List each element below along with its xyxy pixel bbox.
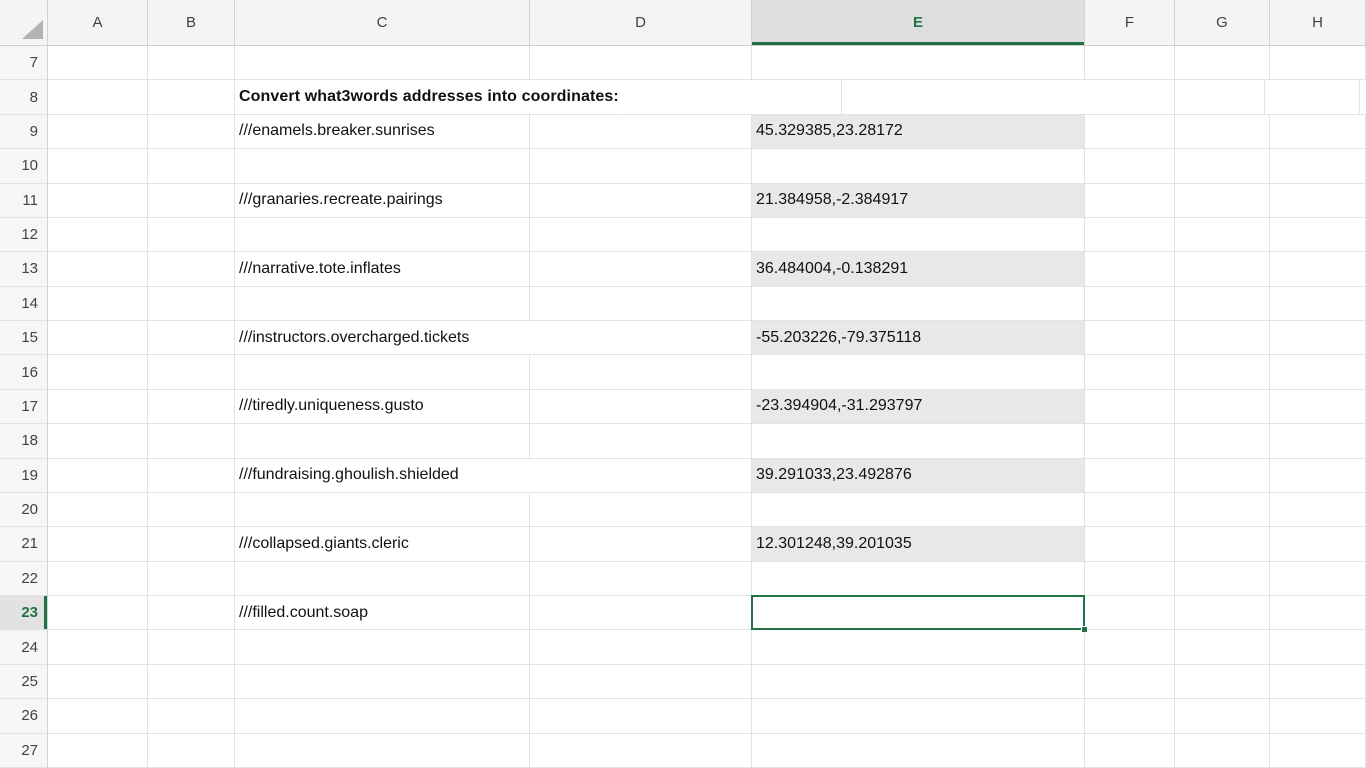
cell-B26[interactable]: [148, 699, 235, 733]
cell-E14[interactable]: [752, 287, 1085, 321]
row-header-11[interactable]: 11: [0, 184, 48, 218]
cell-D15[interactable]: [530, 321, 752, 355]
cell-H23[interactable]: [1270, 596, 1366, 630]
cell-B24[interactable]: [148, 630, 235, 664]
cell-G22[interactable]: [1175, 562, 1270, 596]
coordinates-value: -23.394904,-31.293797: [756, 397, 923, 415]
column-header-G[interactable]: G: [1175, 0, 1270, 46]
grid-row-7: [0, 46, 1366, 80]
cell-D23[interactable]: [530, 596, 752, 630]
cell-A27[interactable]: [48, 734, 148, 768]
column-header-E[interactable]: E: [752, 0, 1085, 46]
cell-D9[interactable]: [530, 115, 752, 149]
cell-E15[interactable]: [752, 321, 1085, 355]
grid-row-20: [0, 493, 1366, 527]
cell-A10[interactable]: [48, 149, 148, 183]
cell-E9[interactable]: [752, 115, 1085, 149]
cell-C10[interactable]: [235, 149, 530, 183]
cell-H17[interactable]: [1270, 390, 1366, 424]
row-header-12[interactable]: 12: [0, 218, 48, 252]
cell-E7[interactable]: [752, 46, 1085, 80]
cell-A14[interactable]: [48, 287, 148, 321]
cell-G7[interactable]: [1175, 46, 1270, 80]
cell-B13[interactable]: [148, 252, 235, 286]
column-header-C[interactable]: C: [235, 0, 530, 46]
cell-G12[interactable]: [1175, 218, 1270, 252]
cell-A8[interactable]: [48, 80, 148, 114]
cell-G9[interactable]: [1175, 115, 1270, 149]
cell-B20[interactable]: [148, 493, 235, 527]
cell-C16[interactable]: [235, 355, 530, 389]
grid-row-13: [0, 252, 1366, 286]
what3words-address: ///instructors.overcharged.tickets: [239, 328, 470, 346]
cell-G13[interactable]: [1175, 252, 1270, 286]
cell-A16[interactable]: [48, 355, 148, 389]
cell-A13[interactable]: [48, 252, 148, 286]
row-header-8[interactable]: 8: [0, 80, 48, 114]
cell-E18[interactable]: [752, 424, 1085, 458]
cell-F18[interactable]: [1085, 424, 1175, 458]
cell-F20[interactable]: [1085, 493, 1175, 527]
column-header-A[interactable]: A: [48, 0, 148, 46]
cell-E8[interactable]: [842, 80, 1175, 114]
cell-C27[interactable]: [235, 734, 530, 768]
column-header-D[interactable]: D: [530, 0, 752, 46]
cell-H16[interactable]: [1270, 355, 1366, 389]
cell-H24[interactable]: [1270, 630, 1366, 664]
cell-B18[interactable]: [148, 424, 235, 458]
cell-G14[interactable]: [1175, 287, 1270, 321]
grid-row-27: [0, 734, 1366, 768]
cell-A11[interactable]: [48, 184, 148, 218]
grid-body: [0, 46, 1366, 768]
coordinates-value: -55.203226,-79.375118: [756, 328, 922, 346]
cell-H7[interactable]: [1270, 46, 1366, 80]
section-title: Convert what3words addresses into coordinates:: [239, 88, 619, 106]
cell-B21[interactable]: [148, 527, 235, 561]
grid-row-21: [0, 527, 1366, 561]
cell-H22[interactable]: [1270, 562, 1366, 596]
cell-A21[interactable]: [48, 527, 148, 561]
cell-E27[interactable]: [752, 734, 1085, 768]
cell-D7[interactable]: [530, 46, 752, 80]
cell-B16[interactable]: [148, 355, 235, 389]
cell-A22[interactable]: [48, 562, 148, 596]
cell-B7[interactable]: [148, 46, 235, 80]
cell-D17[interactable]: [530, 390, 752, 424]
cell-C9[interactable]: [235, 115, 530, 149]
cell-F23[interactable]: [1085, 596, 1175, 630]
cell-B14[interactable]: [148, 287, 235, 321]
cell-H25[interactable]: [1270, 665, 1366, 699]
cell-H13[interactable]: [1270, 252, 1366, 286]
what3words-address: ///collapsed.giants.cleric: [239, 534, 409, 552]
coordinates-value: 21.384958,-2.384917: [756, 191, 909, 209]
cell-E24[interactable]: [752, 630, 1085, 664]
cell-C22[interactable]: [235, 562, 530, 596]
row-header-19[interactable]: 19: [0, 459, 48, 493]
cell-H11[interactable]: [1270, 184, 1366, 218]
cell-H8[interactable]: [1360, 80, 1366, 114]
cell-E12[interactable]: [752, 218, 1085, 252]
cell-B9[interactable]: [148, 115, 235, 149]
coordinates-value: 45.329385,23.28172: [756, 122, 903, 140]
cell-B19[interactable]: [148, 459, 235, 493]
cell-D11[interactable]: [530, 184, 752, 218]
row-header-7[interactable]: 7: [0, 46, 48, 80]
cell-F19[interactable]: [1085, 459, 1175, 493]
grid-row-8: [0, 80, 1366, 114]
cell-G17[interactable]: [1175, 390, 1270, 424]
cell-E20[interactable]: [752, 493, 1085, 527]
cell-B23[interactable]: [148, 596, 235, 630]
cell-F25[interactable]: [1085, 665, 1175, 699]
row-header-22[interactable]: 22: [0, 562, 48, 596]
cell-A19[interactable]: [48, 459, 148, 493]
column-header-F[interactable]: F: [1085, 0, 1175, 46]
row-header-24[interactable]: 24: [0, 630, 48, 664]
cell-F22[interactable]: [1085, 562, 1175, 596]
cell-G18[interactable]: [1175, 424, 1270, 458]
cell-E23[interactable]: [752, 596, 1085, 630]
select-all-triangle-icon: [22, 20, 43, 39]
cell-C26[interactable]: [235, 699, 530, 733]
cell-F14[interactable]: [1085, 287, 1175, 321]
cell-F12[interactable]: [1085, 218, 1175, 252]
cell-H15[interactable]: [1270, 321, 1366, 355]
cell-C20[interactable]: [235, 493, 530, 527]
cell-A17[interactable]: [48, 390, 148, 424]
cell-E10[interactable]: [752, 149, 1085, 183]
cell-G24[interactable]: [1175, 630, 1270, 664]
cell-H10[interactable]: [1270, 149, 1366, 183]
row-header-27[interactable]: 27: [0, 734, 48, 768]
cell-A9[interactable]: [48, 115, 148, 149]
cell-E13[interactable]: [752, 252, 1085, 286]
row-header-21[interactable]: 21: [0, 527, 48, 561]
cell-C11[interactable]: [235, 184, 530, 218]
cell-H9[interactable]: [1270, 115, 1366, 149]
cell-A23[interactable]: [48, 596, 148, 630]
cell-C13[interactable]: [235, 252, 530, 286]
cell-G27[interactable]: [1175, 734, 1270, 768]
cell-F24[interactable]: [1085, 630, 1175, 664]
grid-row-24: [0, 630, 1366, 664]
cell-B10[interactable]: [148, 149, 235, 183]
cell-D22[interactable]: [530, 562, 752, 596]
cell-A24[interactable]: [48, 630, 148, 664]
what3words-address: ///tiredly.uniqueness.gusto: [239, 397, 424, 415]
grid-row-11: [0, 184, 1366, 218]
row-header-15[interactable]: 15: [0, 321, 48, 355]
cell-F21[interactable]: [1085, 527, 1175, 561]
coordinates-value: 36.484004,-0.138291: [756, 259, 909, 277]
column-header-B[interactable]: B: [148, 0, 235, 46]
grid-row-16: [0, 355, 1366, 389]
cell-H12[interactable]: [1270, 218, 1366, 252]
cell-E17[interactable]: [752, 390, 1085, 424]
cell-C18[interactable]: [235, 424, 530, 458]
coordinates-value: 12.301248,39.201035: [756, 534, 912, 552]
cell-F17[interactable]: [1085, 390, 1175, 424]
grid-row-25: [0, 665, 1366, 699]
grid-row-15: [0, 321, 1366, 355]
cell-D27[interactable]: [530, 734, 752, 768]
cell-A12[interactable]: [48, 218, 148, 252]
cell-F9[interactable]: [1085, 115, 1175, 149]
coordinates-value: 39.291033,23.492876: [756, 466, 912, 484]
cell-G20[interactable]: [1175, 493, 1270, 527]
cell-G11[interactable]: [1175, 184, 1270, 218]
cell-D18[interactable]: [530, 424, 752, 458]
cell-G15[interactable]: [1175, 321, 1270, 355]
cell-C15[interactable]: [235, 321, 530, 355]
cell-D24[interactable]: [530, 630, 752, 664]
cell-B17[interactable]: [148, 390, 235, 424]
cell-F13[interactable]: [1085, 252, 1175, 286]
grid-row-17: [0, 390, 1366, 424]
cell-E19[interactable]: [752, 459, 1085, 493]
cell-G8[interactable]: [1265, 80, 1360, 114]
what3words-address: ///filled.count.soap: [239, 603, 368, 621]
cell-G23[interactable]: [1175, 596, 1270, 630]
cell-A25[interactable]: [48, 665, 148, 699]
cell-B25[interactable]: [148, 665, 235, 699]
cell-G21[interactable]: [1175, 527, 1270, 561]
row-header-23[interactable]: 23: [0, 596, 48, 630]
cell-B8[interactable]: [148, 80, 235, 114]
grid-row-9: [0, 115, 1366, 149]
cell-A26[interactable]: [48, 699, 148, 733]
cell-A20[interactable]: [48, 493, 148, 527]
cell-D12[interactable]: [530, 218, 752, 252]
grid-row-19: [0, 459, 1366, 493]
cell-H26[interactable]: [1270, 699, 1366, 733]
cell-E11[interactable]: [752, 184, 1085, 218]
cell-H19[interactable]: [1270, 459, 1366, 493]
cell-C7[interactable]: [235, 46, 530, 80]
cell-C17[interactable]: [235, 390, 530, 424]
what3words-address: ///narrative.tote.inflates: [239, 259, 401, 277]
row-header-25[interactable]: 25: [0, 665, 48, 699]
cell-B12[interactable]: [148, 218, 235, 252]
grid-row-18: [0, 424, 1366, 458]
cell-D19[interactable]: [530, 459, 752, 493]
selection-border: [751, 595, 1085, 630]
cell-E25[interactable]: [752, 665, 1085, 699]
cell-F27[interactable]: [1085, 734, 1175, 768]
what3words-address: ///fundraising.ghoulish.shielded: [239, 466, 459, 484]
cell-H20[interactable]: [1270, 493, 1366, 527]
grid-row-12: [0, 218, 1366, 252]
grid-row-23: [0, 596, 1366, 630]
cell-F7[interactable]: [1085, 46, 1175, 80]
cell-G25[interactable]: [1175, 665, 1270, 699]
cell-A18[interactable]: [48, 424, 148, 458]
cell-B15[interactable]: [148, 321, 235, 355]
cell-C24[interactable]: [235, 630, 530, 664]
cell-C23[interactable]: [235, 596, 530, 630]
column-header-H[interactable]: H: [1270, 0, 1366, 46]
cell-B22[interactable]: [148, 562, 235, 596]
row-header-9[interactable]: 9: [0, 115, 48, 149]
cell-D20[interactable]: [530, 493, 752, 527]
row-header-26[interactable]: 26: [0, 699, 48, 733]
cell-G26[interactable]: [1175, 699, 1270, 733]
cell-E16[interactable]: [752, 355, 1085, 389]
what3words-address: ///enamels.breaker.sunrises: [239, 122, 435, 140]
cell-D8[interactable]: [620, 80, 842, 114]
cell-A15[interactable]: [48, 321, 148, 355]
row-header-16[interactable]: 16: [0, 355, 48, 389]
cell-D25[interactable]: [530, 665, 752, 699]
row-header-18[interactable]: 18: [0, 424, 48, 458]
cell-F10[interactable]: [1085, 149, 1175, 183]
cell-A7[interactable]: [48, 46, 148, 80]
cell-D13[interactable]: [530, 252, 752, 286]
row-header-20[interactable]: 20: [0, 493, 48, 527]
cell-F16[interactable]: [1085, 355, 1175, 389]
cell-D21[interactable]: [530, 527, 752, 561]
row-header-14[interactable]: 14: [0, 287, 48, 321]
cell-C8[interactable]: [235, 80, 620, 114]
cell-H18[interactable]: [1270, 424, 1366, 458]
cell-H21[interactable]: [1270, 527, 1366, 561]
cell-H14[interactable]: [1270, 287, 1366, 321]
cell-C21[interactable]: [235, 527, 530, 561]
row-header-13[interactable]: 13: [0, 252, 48, 286]
select-all-button[interactable]: [0, 0, 48, 46]
cell-F11[interactable]: [1085, 184, 1175, 218]
column-header-row: [0, 0, 1366, 46]
grid-row-26: [0, 699, 1366, 733]
cell-B27[interactable]: [148, 734, 235, 768]
grid-row-14: [0, 287, 1366, 321]
grid-row-10: [0, 149, 1366, 183]
fill-handle[interactable]: [1081, 626, 1088, 633]
cell-C14[interactable]: [235, 287, 530, 321]
grid-row-22: [0, 562, 1366, 596]
cell-H27[interactable]: [1270, 734, 1366, 768]
cell-D26[interactable]: [530, 699, 752, 733]
row-header-10[interactable]: 10: [0, 149, 48, 183]
cell-E26[interactable]: [752, 699, 1085, 733]
cell-F15[interactable]: [1085, 321, 1175, 355]
cell-D14[interactable]: [530, 287, 752, 321]
cell-C25[interactable]: [235, 665, 530, 699]
cell-B11[interactable]: [148, 184, 235, 218]
cell-C19[interactable]: [235, 459, 530, 493]
cell-G10[interactable]: [1175, 149, 1270, 183]
cell-E21[interactable]: [752, 527, 1085, 561]
cell-D16[interactable]: [530, 355, 752, 389]
row-header-17[interactable]: 17: [0, 390, 48, 424]
cell-G19[interactable]: [1175, 459, 1270, 493]
cell-F8[interactable]: [1175, 80, 1265, 114]
cell-D10[interactable]: [530, 149, 752, 183]
what3words-address: ///granaries.recreate.pairings: [239, 191, 443, 209]
cell-G16[interactable]: [1175, 355, 1270, 389]
cell-E22[interactable]: [752, 562, 1085, 596]
cell-F26[interactable]: [1085, 699, 1175, 733]
cell-C12[interactable]: [235, 218, 530, 252]
